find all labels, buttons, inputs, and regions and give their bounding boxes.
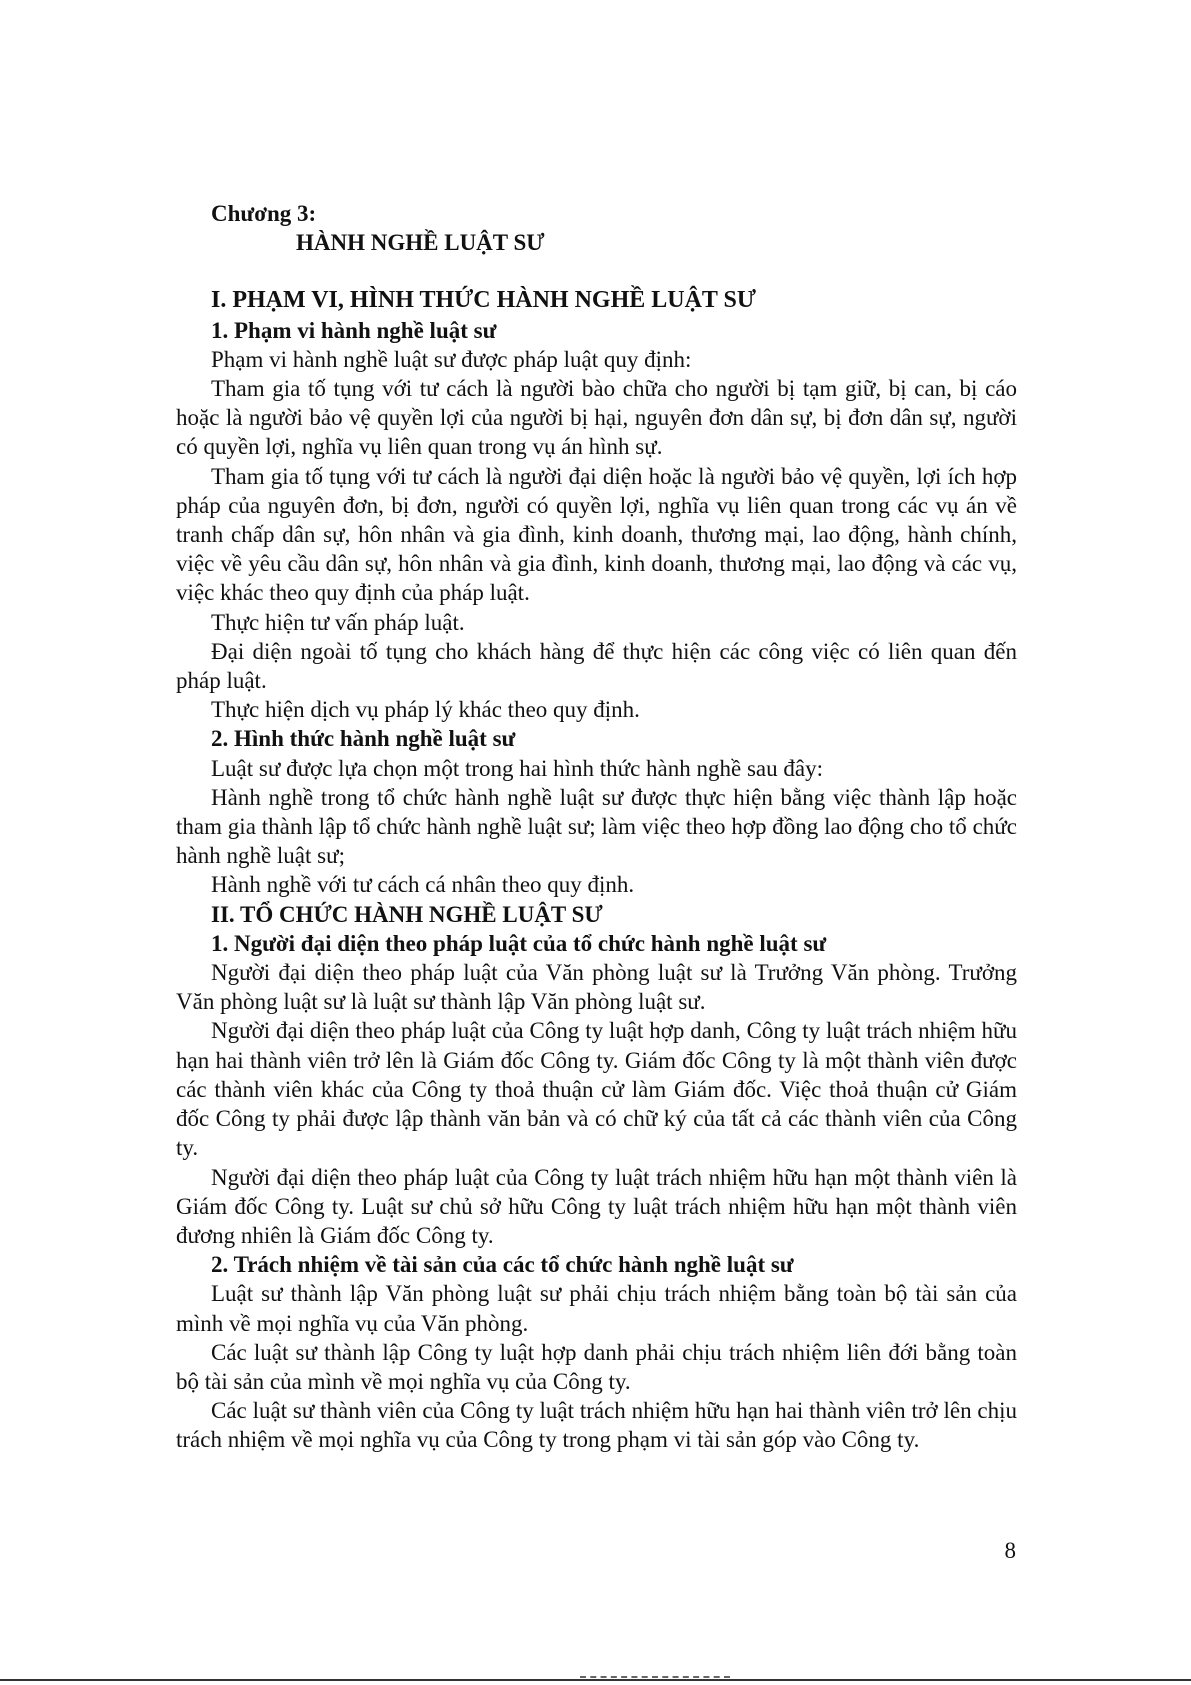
paragraph: Thực hiện dịch vụ pháp lý khác theo quy định. bbox=[211, 697, 640, 723]
paragraph: Tham gia tố tụng với tư cách là người đại diện hoặc là người bảo vệ quyền, lợi ích hợp pháp của nguyên đơn, bị đơn, người có quyền lợi, nghĩa vụ liên quan trong các vụ án về tranh chấp dân sự, hôn nhân và gia đình, kinh doanh, thương mại, lao động, hành chính, việc về yêu cầu dân sự, hôn nhân và gia đình, kinh doanh, thương mại, lao động và các vụ, việc khác theo quy định của pháp luật. bbox=[176, 463, 1017, 606]
spacer bbox=[176, 257, 1017, 286]
paragraph: Người đại diện theo pháp luật của Công ty luật trách nhiệm hữu hạn một thành viên là Giám đốc Công ty. Luật sư chủ sở hữu Công ty luật trách nhiệm hữu hạn một thành viên đương nhiên là Giám đốc Công ty. bbox=[176, 1164, 1017, 1248]
paragraph: Các luật sư thành lập Công ty luật hợp danh phải chịu trách nhiệm liên đới bằng toàn bộ tài sản của mình về mọi nghĩa vụ của Công ty. bbox=[176, 1339, 1017, 1394]
chapter-label: Chương 3: bbox=[211, 201, 317, 226]
paragraph: Hành nghề trong tổ chức hành nghề luật sư được thực hiện bằng việc thành lập hoặc tham gia thành lập tổ chức hành nghề luật sư; làm việc theo hợp đồng lao động cho tổ chức hành nghề luật sư; bbox=[176, 784, 1017, 869]
paragraph: Phạm vi hành nghề luật sư được pháp luật quy định: bbox=[211, 346, 692, 372]
chapter-title: HÀNH NGHỀ LUẬT SƯ bbox=[296, 230, 545, 256]
bottom-border bbox=[0, 1679, 1191, 1681]
paragraph: Người đại diện theo pháp luật của Văn phòng luật sư là Trưởng Văn phòng. Trưởng Văn phòng luật sư là luật sư thành lập Văn phòng luật sư. bbox=[176, 960, 1017, 1015]
page-number: 8 bbox=[1004, 1538, 1016, 1563]
bottom-dash-mark bbox=[580, 1676, 730, 1678]
paragraph: Luật sư được lựa chọn một trong hai hình thức hành nghề sau đây: bbox=[211, 755, 823, 781]
paragraph: Hành nghề với tư cách cá nhân theo quy định. bbox=[211, 872, 635, 898]
page-content bbox=[176, 199, 1017, 1455]
paragraph: Tham gia tố tụng với tư cách là người bào chữa cho người bị tạm giữ, bị can, bị cáo hoặc là người bảo vệ quyền lợi của người bị hại, nguyên đơn dân sự, bị đơn dân sự, người có quyền lợi, nghĩa vụ liên quan trong vụ án hình sự. bbox=[176, 376, 1017, 460]
paragraph: Các luật sư thành viên của Công ty luật trách nhiệm hữu hạn hai thành viên trở lên chịu trách nhiệm về mọi nghĩa vụ của Công ty trong phạm vi tài sản góp vào Công ty. bbox=[176, 1398, 1017, 1453]
paragraph: Luật sư thành lập Văn phòng luật sư phải chịu trách nhiệm bằng toàn bộ tài sản của mình về mọi nghĩa vụ của Văn phòng. bbox=[176, 1281, 1017, 1336]
section-heading: II. TỔ CHỨC HÀNH NGHỀ LUẬT SƯ bbox=[211, 901, 603, 927]
paragraph: Đại diện ngoài tố tụng cho khách hàng để thực hiện các công việc có liên quan đến pháp luật. bbox=[176, 638, 1017, 694]
subsection-heading: 1. Người đại diện theo pháp luật của tổ chức hành nghề luật sư bbox=[211, 930, 827, 956]
section-heading: I. PHẠM VI, HÌNH THỨC HÀNH NGHỀ LUẬT SƯ bbox=[211, 287, 756, 314]
subsection-heading: 2. Trách nhiệm về tài sản của các tổ chức hành nghề luật sư bbox=[211, 1252, 794, 1278]
subsection-heading: 2. Hình thức hành nghề luật sư bbox=[211, 726, 516, 752]
paragraph: Thực hiện tư vấn pháp luật. bbox=[211, 609, 465, 635]
paragraph: Người đại diện theo pháp luật của Công ty luật hợp danh, Công ty luật trách nhiệm hữu hạn hai thành viên trở lên là Giám đốc Công ty. Giám đốc Công ty là một thành viên được các thành viên khác của Công ty thoả thuận cử làm Giám đốc. Việc thoả thuận cử Giám đốc Công ty phải được lập thành văn bản và có chữ ký của tất cả các thành viên của Công ty. bbox=[176, 1018, 1017, 1161]
subsection-heading: 1. Phạm vi hành nghề luật sư bbox=[211, 317, 497, 343]
